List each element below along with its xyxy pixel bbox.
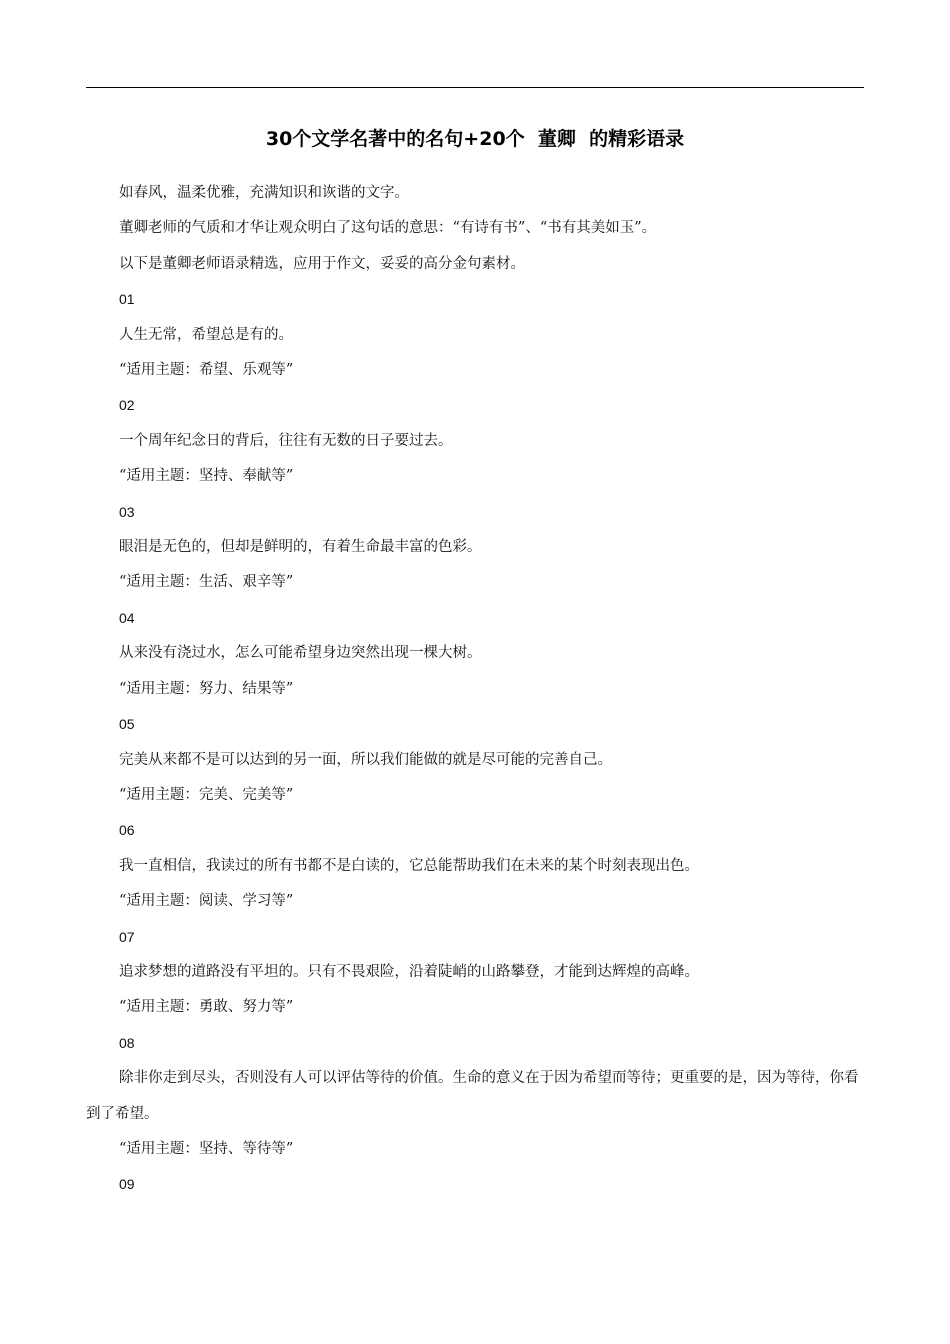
entry-number: 04 — [119, 609, 135, 626]
entry-number: 02 — [119, 397, 135, 414]
intro-paragraph: 以下是董卿老师语录精选，应用于作文，妥妥的高分金句素材。 — [119, 255, 525, 272]
entry-quote: 除非你走到尽头，否则没有人可以评估等待的价值。生命的意义在于因为希望而等待；更重要的是，因为等待，你看到了希望。 — [86, 1070, 859, 1122]
entry-quote: 人生无常，希望总是有的。 — [119, 326, 293, 343]
entry-quote: 完美从来都不是可以达到的另一面，所以我们能做的就是尽可能的完善自己。 — [119, 751, 612, 768]
entry-theme: “适用主题：完美、完美等” — [119, 786, 294, 803]
entry-theme: “适用主题：阅读、学习等” — [119, 893, 294, 910]
entry-theme: “适用主题：勇敢、努力等” — [119, 999, 294, 1016]
entry-quote: 从来没有浇过水，怎么可能希望身边突然出现一棵大树。 — [119, 645, 482, 662]
intro-paragraph: 董卿老师的气质和才华让观众明白了这句话的意思：“有诗有书”、“书有其美如玉”。 — [119, 220, 657, 237]
page-title: 30个文学名著中的名句+20个 董卿 的精彩语录 — [265, 128, 685, 150]
entry-number: 08 — [119, 1034, 135, 1051]
entry-quote: 一个周年纪念日的背后，往往有无数的日子要过去。 — [119, 432, 453, 449]
entry-number: 09 — [119, 1176, 135, 1193]
entry-quote: 追求梦想的道路没有平坦的。只有不畏艰险，沿着陡峭的山路攀登，才能到达辉煌的高峰。 — [119, 963, 699, 980]
entry-quote: 眼泪是无色的，但却是鲜明的，有着生命最丰富的色彩。 — [119, 539, 482, 556]
entry-number: 03 — [119, 503, 135, 520]
entry-theme: “适用主题：生活、艰辛等” — [119, 574, 294, 591]
entry-theme: “适用主题：坚持、奉献等” — [119, 468, 294, 485]
entry-theme: “适用主题：努力、结果等” — [119, 680, 294, 697]
entry-number: 05 — [119, 716, 135, 733]
entry-theme: “适用主题：希望、乐观等” — [119, 362, 294, 379]
entry-number: 06 — [119, 822, 135, 839]
entry-number: 07 — [119, 928, 135, 945]
document-body — [86, 176, 864, 1203]
intro-paragraph: 如春风，温柔优雅，充满知识和诙谐的文字。 — [119, 185, 409, 201]
header-rule — [86, 87, 864, 88]
entry-theme: “适用主题：坚持、等待等” — [119, 1140, 294, 1157]
entry-number: 01 — [119, 291, 135, 308]
entry-quote: 我一直相信，我读过的所有书都不是白读的，它总能帮助我们在未来的某个时刻表现出色。 — [119, 857, 699, 874]
